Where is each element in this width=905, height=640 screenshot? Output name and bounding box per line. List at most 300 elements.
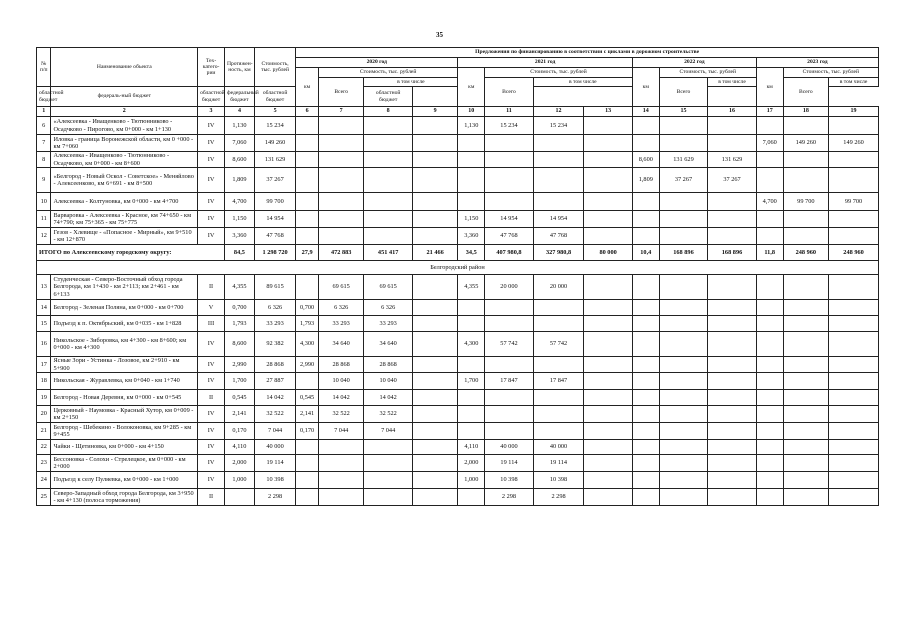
value-cell xyxy=(756,211,783,228)
category: IV xyxy=(198,472,225,489)
table-row xyxy=(37,316,879,332)
value-cell xyxy=(632,211,659,228)
value-cell xyxy=(412,152,457,168)
value-cell xyxy=(659,489,708,506)
length-km: 8,600 xyxy=(224,152,254,168)
value-cell xyxy=(659,332,708,357)
value-cell xyxy=(458,152,485,168)
table-row xyxy=(37,152,879,168)
column-number: 18 xyxy=(783,107,828,117)
length-km: 1,000 xyxy=(224,472,254,489)
cost: 89 615 xyxy=(254,275,295,300)
value-cell xyxy=(659,228,708,245)
value-cell: 33 293 xyxy=(364,316,413,332)
value-cell xyxy=(632,455,659,472)
length-km: 0,545 xyxy=(224,390,254,406)
cost: 6 326 xyxy=(254,300,295,316)
header-incl: в том числе xyxy=(533,78,632,87)
value-cell xyxy=(632,489,659,506)
value-cell: 2 298 xyxy=(533,489,584,506)
table-row xyxy=(37,211,879,228)
header-cost-sub: Стоимость, тыс. рублей xyxy=(659,68,756,78)
length-km: 1,130 xyxy=(224,117,254,135)
header-regional: областной бюджет xyxy=(254,87,295,107)
value-cell xyxy=(829,275,879,300)
value-cell: 6 326 xyxy=(318,300,363,316)
value-cell xyxy=(458,193,485,211)
value-cell xyxy=(296,211,319,228)
value-cell xyxy=(659,117,708,135)
value-cell xyxy=(485,423,534,440)
category: IV xyxy=(198,193,225,211)
page-number: 35 xyxy=(436,31,443,39)
section-title: Белгородский район xyxy=(37,261,879,275)
value-cell: 4,300 xyxy=(296,332,319,357)
category: II xyxy=(198,275,225,300)
value-cell xyxy=(584,440,633,455)
value-cell: 47 768 xyxy=(533,228,584,245)
value-cell xyxy=(708,211,757,228)
value-cell: 20 000 xyxy=(533,275,584,300)
value-cell xyxy=(584,332,633,357)
total-value: 327 980,8 xyxy=(533,245,584,261)
row-number: 20 xyxy=(37,406,51,423)
cost: 28 868 xyxy=(254,357,295,373)
value-cell xyxy=(412,316,457,332)
value-cell xyxy=(659,316,708,332)
value-cell: 32 522 xyxy=(318,406,363,423)
value-cell xyxy=(584,300,633,316)
value-cell xyxy=(412,423,457,440)
table-row xyxy=(37,423,879,440)
value-cell xyxy=(708,390,757,406)
value-cell xyxy=(318,489,363,506)
value-cell xyxy=(708,472,757,489)
column-number: 1 xyxy=(37,107,51,117)
total-value: 168 896 xyxy=(708,245,757,261)
cost: 40 000 xyxy=(254,440,295,455)
value-cell: 0,545 xyxy=(296,390,319,406)
value-cell xyxy=(632,300,659,316)
object-name: Церковный - Наумовка - Красный Хутор, км 0+009 - км 2+150 xyxy=(51,406,198,423)
value-cell xyxy=(632,275,659,300)
category: II xyxy=(198,489,225,506)
value-cell: 14 042 xyxy=(364,390,413,406)
row-number: 24 xyxy=(37,472,51,489)
value-cell xyxy=(296,152,319,168)
object-name: Северо-Западный обход города Белгорода, км 3+950 - км 4+130 (полоса торможения) xyxy=(51,489,198,506)
value-cell xyxy=(708,332,757,357)
value-cell xyxy=(659,440,708,455)
value-cell xyxy=(485,300,534,316)
value-cell xyxy=(829,316,879,332)
row-number: 16 xyxy=(37,332,51,357)
value-cell xyxy=(412,357,457,373)
value-cell xyxy=(296,440,319,455)
value-cell xyxy=(318,152,363,168)
row-number: 9 xyxy=(37,168,51,193)
header-incl: в том числе xyxy=(364,78,458,87)
value-cell xyxy=(533,193,584,211)
value-cell xyxy=(756,373,783,390)
value-cell xyxy=(829,117,879,135)
value-cell: 6 326 xyxy=(364,300,413,316)
header-km: км xyxy=(756,68,783,107)
value-cell: 0,700 xyxy=(296,300,319,316)
table-row xyxy=(37,168,879,193)
value-cell xyxy=(412,168,457,193)
value-cell xyxy=(756,117,783,135)
value-cell xyxy=(485,357,534,373)
length-km: 7,060 xyxy=(224,135,254,152)
value-cell xyxy=(708,440,757,455)
value-cell xyxy=(584,228,633,245)
total-value: 11,8 xyxy=(756,245,783,261)
length-km: 2,141 xyxy=(224,406,254,423)
value-cell: 4,300 xyxy=(458,332,485,357)
object-name: Белгород - Шебекино - Волоконовка, км 9+285 - км 9+455 xyxy=(51,423,198,440)
table-row xyxy=(37,455,879,472)
category: IV xyxy=(198,117,225,135)
row-number: 15 xyxy=(37,316,51,332)
value-cell xyxy=(296,489,319,506)
value-cell xyxy=(829,332,879,357)
value-cell xyxy=(458,316,485,332)
value-cell: 131 629 xyxy=(708,152,757,168)
column-number: 6 xyxy=(296,107,319,117)
table-row xyxy=(37,135,879,152)
cost: 32 522 xyxy=(254,406,295,423)
value-cell xyxy=(364,440,413,455)
value-cell xyxy=(632,373,659,390)
value-cell xyxy=(318,455,363,472)
value-cell: 17 847 xyxy=(533,373,584,390)
value-cell xyxy=(412,135,457,152)
value-cell xyxy=(458,357,485,373)
value-cell xyxy=(412,117,457,135)
category: IV xyxy=(198,332,225,357)
value-cell xyxy=(659,211,708,228)
value-cell xyxy=(632,440,659,455)
value-cell xyxy=(296,193,319,211)
value-cell xyxy=(783,472,828,489)
total-cost: 1 298 720 xyxy=(254,245,295,261)
header-regional: областной бюджет xyxy=(198,87,225,107)
object-name: Белгород - Новая Деревня, км 0+000 - км 0+545 xyxy=(51,390,198,406)
value-cell xyxy=(708,406,757,423)
length-km: 4,355 xyxy=(224,275,254,300)
total-value: 21 466 xyxy=(412,245,457,261)
value-cell xyxy=(756,168,783,193)
value-cell xyxy=(485,152,534,168)
row-number: 17 xyxy=(37,357,51,373)
value-cell xyxy=(364,211,413,228)
value-cell xyxy=(708,193,757,211)
value-cell xyxy=(296,472,319,489)
value-cell xyxy=(533,406,584,423)
value-cell xyxy=(756,489,783,506)
value-cell xyxy=(829,300,879,316)
row-number: 11 xyxy=(37,211,51,228)
length-km: 0,170 xyxy=(224,423,254,440)
value-cell xyxy=(318,117,363,135)
value-cell xyxy=(708,373,757,390)
header-cost-sub: Стоимость, тыс. рублей xyxy=(485,68,633,78)
column-number: 3 xyxy=(198,107,225,117)
category: IV xyxy=(198,152,225,168)
header-total: Всего xyxy=(783,78,828,107)
value-cell xyxy=(584,406,633,423)
value-cell xyxy=(458,168,485,193)
value-cell xyxy=(318,135,363,152)
value-cell: 1,130 xyxy=(458,117,485,135)
cost: 149 260 xyxy=(254,135,295,152)
section-row xyxy=(37,261,879,275)
value-cell xyxy=(659,357,708,373)
object-name: «Алексеевка - Иващенково - Тютюнниково - Осадчково - Пирогово, км 0+000 - км 1+130 xyxy=(51,117,198,135)
row-number: 18 xyxy=(37,373,51,390)
header-total: Всего xyxy=(485,78,534,107)
total-value: 472 883 xyxy=(318,245,363,261)
value-cell: 40 000 xyxy=(533,440,584,455)
value-cell: 4,110 xyxy=(458,440,485,455)
value-cell: 4,700 xyxy=(756,193,783,211)
value-cell: 40 000 xyxy=(485,440,534,455)
value-cell: 7,060 xyxy=(756,135,783,152)
value-cell xyxy=(829,168,879,193)
row-number: 23 xyxy=(37,455,51,472)
header-cost-sub: Стоимость, тыс. рублей xyxy=(318,68,457,78)
column-number: 2 xyxy=(51,107,198,117)
length-km: 1,150 xyxy=(224,211,254,228)
row-number: 10 xyxy=(37,193,51,211)
value-cell: 19 114 xyxy=(485,455,534,472)
value-cell xyxy=(485,390,534,406)
value-cell: 4,355 xyxy=(458,275,485,300)
value-cell xyxy=(533,357,584,373)
header-year-2021: 2021 год xyxy=(458,58,633,68)
value-cell xyxy=(318,228,363,245)
cost: 47 768 xyxy=(254,228,295,245)
table-row xyxy=(37,472,879,489)
header-year-2023: 2023 год xyxy=(756,58,878,68)
row-number: 21 xyxy=(37,423,51,440)
value-cell xyxy=(783,455,828,472)
value-cell xyxy=(829,455,879,472)
value-cell xyxy=(632,406,659,423)
value-cell xyxy=(318,168,363,193)
object-name: Подъезд к селу Пуляевка, км 0+000 - км 1+000 xyxy=(51,472,198,489)
value-cell xyxy=(485,135,534,152)
value-cell: 2,141 xyxy=(296,406,319,423)
table-row xyxy=(37,193,879,211)
value-cell xyxy=(783,440,828,455)
value-cell: 32 522 xyxy=(364,406,413,423)
value-cell xyxy=(659,373,708,390)
value-cell xyxy=(364,168,413,193)
table-row xyxy=(37,390,879,406)
cost: 14 042 xyxy=(254,390,295,406)
value-cell xyxy=(412,440,457,455)
value-cell xyxy=(829,472,879,489)
value-cell xyxy=(783,211,828,228)
object-name: Алексеевка - Иващенково - Тютюнниково - Осадчково, км 0+000 - км 8+600 xyxy=(51,152,198,168)
value-cell xyxy=(829,390,879,406)
value-cell xyxy=(533,316,584,332)
header-length: Протяжен-ность, км xyxy=(224,48,254,87)
value-cell xyxy=(632,135,659,152)
value-cell xyxy=(756,406,783,423)
cost: 14 954 xyxy=(254,211,295,228)
value-cell: 28 868 xyxy=(318,357,363,373)
total-value: 248 960 xyxy=(829,245,879,261)
value-cell xyxy=(412,300,457,316)
value-cell xyxy=(412,275,457,300)
value-cell xyxy=(412,211,457,228)
category: IV xyxy=(198,406,225,423)
value-cell xyxy=(659,300,708,316)
value-cell xyxy=(829,489,879,506)
value-cell: 1,793 xyxy=(296,316,319,332)
value-cell xyxy=(533,135,584,152)
value-cell xyxy=(659,193,708,211)
value-cell: 8,600 xyxy=(632,152,659,168)
value-cell xyxy=(364,193,413,211)
total-value: 10,4 xyxy=(632,245,659,261)
column-number: 17 xyxy=(756,107,783,117)
object-name: Никольское - Зиборовка, км 4+300 - км 8+600; км 0+000 - км 4+300 xyxy=(51,332,198,357)
value-cell xyxy=(412,373,457,390)
length-km: 1,793 xyxy=(224,316,254,332)
total-value: 451 417 xyxy=(364,245,413,261)
category: IV xyxy=(198,135,225,152)
value-cell xyxy=(584,357,633,373)
value-cell xyxy=(632,332,659,357)
value-cell: 10 040 xyxy=(364,373,413,390)
category: IV xyxy=(198,423,225,440)
value-cell xyxy=(318,440,363,455)
value-cell xyxy=(364,135,413,152)
table-row xyxy=(37,357,879,373)
category: IV xyxy=(198,168,225,193)
value-cell: 3,360 xyxy=(458,228,485,245)
value-cell xyxy=(783,300,828,316)
value-cell: 20 000 xyxy=(485,275,534,300)
value-cell: 14 954 xyxy=(485,211,534,228)
value-cell xyxy=(756,455,783,472)
value-cell: 10 398 xyxy=(533,472,584,489)
value-cell: 1,150 xyxy=(458,211,485,228)
object-name: Студенческая - Северо-Восточный обход города Белгорода, км 1+430 - км 2+113; км 2+461 - км 6+133 xyxy=(51,275,198,300)
length-km: 3,360 xyxy=(224,228,254,245)
value-cell xyxy=(364,152,413,168)
value-cell xyxy=(485,406,534,423)
total-value: 168 896 xyxy=(659,245,708,261)
value-cell xyxy=(632,193,659,211)
category: III xyxy=(198,316,225,332)
value-cell xyxy=(584,316,633,332)
value-cell xyxy=(584,152,633,168)
value-cell xyxy=(364,489,413,506)
value-cell: 19 114 xyxy=(533,455,584,472)
value-cell: 7 044 xyxy=(364,423,413,440)
category: IV xyxy=(198,455,225,472)
column-number: 19 xyxy=(829,107,879,117)
value-cell xyxy=(584,168,633,193)
value-cell xyxy=(756,300,783,316)
category: II xyxy=(198,390,225,406)
category: IV xyxy=(198,211,225,228)
cost: 92 382 xyxy=(254,332,295,357)
length-km: 2,990 xyxy=(224,357,254,373)
value-cell xyxy=(412,332,457,357)
value-cell xyxy=(632,390,659,406)
value-cell xyxy=(296,455,319,472)
value-cell xyxy=(458,423,485,440)
header-name: Наименование объекта xyxy=(51,48,198,87)
value-cell xyxy=(584,135,633,152)
value-cell xyxy=(318,193,363,211)
value-cell xyxy=(756,390,783,406)
value-cell xyxy=(829,228,879,245)
value-cell: 47 768 xyxy=(485,228,534,245)
value-cell: 7 044 xyxy=(318,423,363,440)
value-cell xyxy=(756,316,783,332)
value-cell: 33 293 xyxy=(318,316,363,332)
header-regional: областной бюджет xyxy=(37,87,51,107)
value-cell xyxy=(659,390,708,406)
length-km xyxy=(224,489,254,506)
value-cell xyxy=(756,228,783,245)
value-cell xyxy=(659,135,708,152)
value-cell xyxy=(659,455,708,472)
value-cell: 34 640 xyxy=(364,332,413,357)
value-cell xyxy=(783,228,828,245)
value-cell: 14 954 xyxy=(533,211,584,228)
value-cell xyxy=(458,135,485,152)
row-number: 19 xyxy=(37,390,51,406)
value-cell xyxy=(783,373,828,390)
value-cell: 69 615 xyxy=(318,275,363,300)
object-name: Никольская - Журавлевка, км 0+040 - км 1+740 xyxy=(51,373,198,390)
header-num: № п/п xyxy=(37,48,51,87)
value-cell xyxy=(533,168,584,193)
value-cell xyxy=(412,489,457,506)
table-row xyxy=(37,228,879,245)
object-name: Белгород - Зеленая Поляна, км 0+000 - км 0+700 xyxy=(51,300,198,316)
value-cell xyxy=(632,357,659,373)
value-cell: 1,809 xyxy=(632,168,659,193)
value-cell xyxy=(458,390,485,406)
value-cell xyxy=(783,332,828,357)
value-cell xyxy=(485,193,534,211)
column-number: 12 xyxy=(533,107,584,117)
column-number: 16 xyxy=(708,107,757,117)
header-total: Всего xyxy=(659,78,708,107)
total-length: 84,5 xyxy=(224,245,254,261)
value-cell: 14 042 xyxy=(318,390,363,406)
value-cell: 99 700 xyxy=(829,193,879,211)
value-cell: 10 040 xyxy=(318,373,363,390)
category: V xyxy=(198,300,225,316)
value-cell xyxy=(783,117,828,135)
cost: 15 234 xyxy=(254,117,295,135)
value-cell xyxy=(756,152,783,168)
value-cell xyxy=(708,489,757,506)
object-name: Алексеевка - Колтуновка, км 0+000 - км 4+700 xyxy=(51,193,198,211)
value-cell xyxy=(584,117,633,135)
value-cell xyxy=(364,472,413,489)
